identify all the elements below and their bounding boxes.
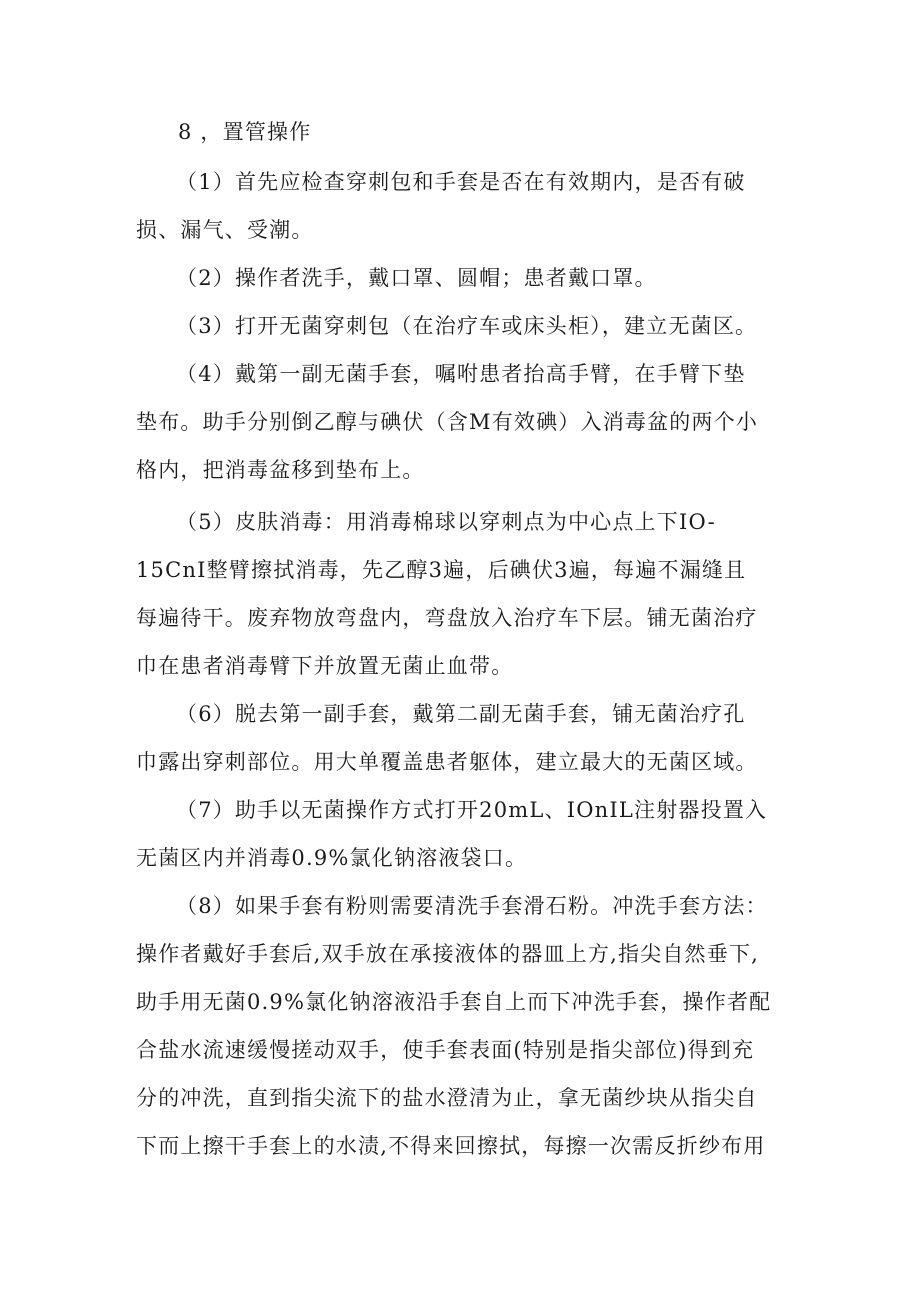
paragraph-line: （8）如果手套有粉则需要清洗手套滑石粉。冲洗手套方法： xyxy=(176,894,768,918)
paragraph-line: （6）脱去第一副手套，戴第二副无菌手套，铺无菌治疗孔 xyxy=(176,702,746,726)
paragraph-line: （1）首先应检查穿刺包和手套是否在有效期内，是否有破 xyxy=(176,170,746,194)
paragraph-line: 无菌区内并消毒0.9%氯化钠溶液袋口。 xyxy=(136,846,528,870)
paragraph-line: 助手用无菌0.9%氯化钠溶液沿手套自上而下冲洗手套，操作者配 xyxy=(136,990,772,1014)
paragraph-line: （4）戴第一副无菌手套，嘱咐患者抬高手臂，在手臂下垫 xyxy=(176,362,746,386)
paragraph-line: （5）皮肤消毒：用消毒棉球以穿刺点为中心点上下IO- xyxy=(176,510,716,534)
paragraph-line: （2）操作者洗手，戴口罩、圆帽；患者戴口罩。 xyxy=(176,266,657,290)
paragraph-line: 巾在患者消毒臂下并放置无菌止血带。 xyxy=(136,654,514,678)
paragraph-line: 操作者戴好手套后,双手放在承接液体的器皿上方,指尖自然垂下, xyxy=(136,942,760,966)
paragraph-line: （7）助手以无菌操作方式打开20mL、IOnIL注射器投置入 xyxy=(176,798,768,822)
paragraph-line: 格内，把消毒盆移到垫布上。 xyxy=(136,458,425,482)
paragraph-line: 15CnI整臂擦拭消毒，先乙醇3遍，后碘伏3遍，每遍不漏缝且 xyxy=(136,558,747,582)
paragraph-line: 损、漏气、受潮。 xyxy=(136,218,314,242)
paragraph-line: 垫布。助手分别倒乙醇与碘伏（含M有效碘）入消毒盆的两个小 xyxy=(136,410,759,434)
paragraph-line: 每遍待干。废弃物放弯盘内，弯盘放入治疗车下层。铺无菌治疗 xyxy=(136,606,758,630)
paragraph-line: 下而上擦干手套上的水渍,不得来回擦拭，每擦一次需反折纱布用 xyxy=(136,1134,766,1158)
paragraph-line: （3）打开无菌穿刺包（在治疗车或床头柜），建立无菌区。 xyxy=(176,314,758,338)
paragraph-line: 分的冲洗，直到指尖流下的盐水澄清为止，拿无菌纱块从指尖自 xyxy=(136,1086,758,1110)
paragraph-line: 巾露出穿刺部位。用大单覆盖患者躯体，建立最大的无菌区域。 xyxy=(136,750,758,774)
section-heading: 8 ，置管操作 xyxy=(178,120,312,144)
paragraph-line: 合盐水流速缓慢搓动双手，使手套表面(特别是指尖部位)得到充 xyxy=(136,1038,755,1062)
